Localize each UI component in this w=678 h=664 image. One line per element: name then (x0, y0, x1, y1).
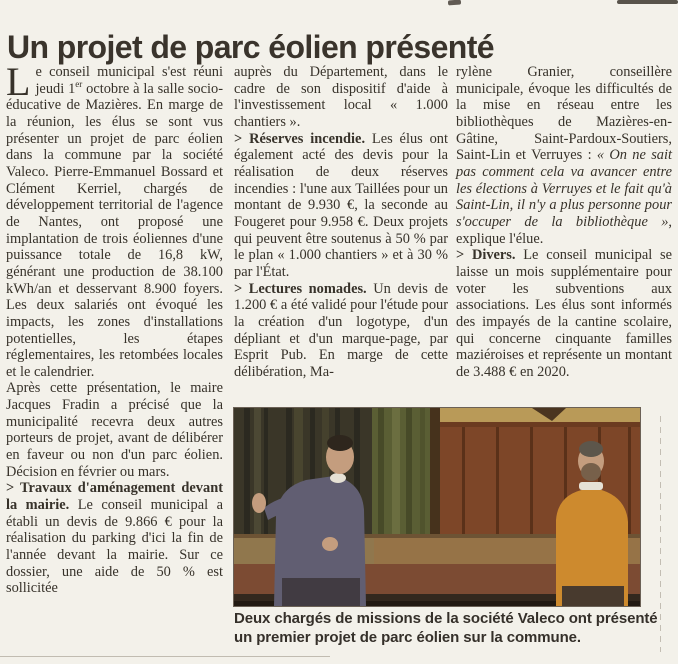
next-article-rule (0, 656, 330, 657)
paragraph-lectures-cont: rylène Granier, conseillère municipale, évoque les difficultés de la mise en réseau entre les bibliothèques de Mazières-en-Gâtine, Saint-Pardoux-Soutiers, Saint-Lin et Verruyes : « On ne sait pas comment cela va avancer entre les élections à Verruyes et le fait qu'à Saint-Lin, il n'y a plus personne pour s'occuper de la bibliothèque », explique l'élue. (456, 64, 672, 247)
article-photo (233, 407, 641, 607)
article-title: Un projet de parc éolien présenté (7, 29, 494, 66)
paragraph-mayor: Après cette présentation, le maire Jacques Fradin a précisé que la municipalité recevra deux autres porteurs de projet, avant de délibérer en faveur ou non d'un parc éolien. Décision en février ou mars. (6, 380, 223, 480)
section-lead-divers: > Divers. (456, 247, 516, 264)
paragraph-lectures: > Lectures nomades. Un devis de 1.200 € a été validé pour l'étude pour la création d'un logotype, d'un dépliant et d'un marque-page, par Esprit Pub. En marge de cette délibération, Ma- (234, 280, 448, 380)
article-photo-illustration (234, 408, 640, 606)
section-lead-reserves: > Réserves incendie. (234, 130, 366, 147)
drop-cap: L (6, 59, 31, 104)
green-stage-curtain (372, 408, 430, 540)
ordinal-superscript: er (75, 78, 83, 89)
photo-caption: Deux chargés de missions de la société Valeco ont présenté un premier projet de parc éolien sur la commune. (234, 610, 658, 646)
scan-artifact-top-right (617, 0, 678, 4)
section-lead-lectures: > Lectures nomades. (234, 280, 367, 297)
section-lead-travaux: > Travaux d'aménagement devant la mairie. (6, 480, 223, 514)
text-column-1 (6, 59, 223, 597)
paragraph-travaux-cont: auprès du Département, dans le cadre de son dispositif d'aide à l'investissement local « 1.000 chantiers ». (234, 64, 448, 130)
scan-artifact-top-left (448, 0, 461, 5)
paragraph-intro: Le conseil municipal s'est réuni jeudi 1er octobre à la salle socio-éducative de Mazières. En marge de la réunion, les élus se sont vus présenter un projet de parc éolien dans la commune par la société Valeco. Pierre-Emmanuel Bossard et Clément Kerriel, chargés de développement territorial de l'agence de Nantes, ont proposé une implantation de trois éoliennes d'une puissance totale de 16,8 kW, générant une production de 38.100 kWh/an et desservant 8.900 foyers. Les deux salariés ont évoqué les impacts, les zones d'installations potentielles, les étapes réglementaires, les retombées locales et le calendrier. (6, 59, 223, 380)
left-speaker-raised-hand (252, 493, 266, 513)
scan-fold-line (660, 416, 661, 652)
text-column-3 (456, 64, 672, 380)
paragraph-divers: > Divers. Le conseil municipal se laisse un mois supplémentaire pour voter les subventions aux associations. Les élus sont informés des impayés de la cantine scolaire, qui concerne cinquante familles maziéroises et représente un montant de 3.488 € en 2020. (456, 247, 672, 380)
elected-official-quote: « On ne sait pas comment cela va avancer entre les élections à Verruyes et le fait qu'à Saint-Lin, il n'y a plus personne pour s'occuper de la bibliothèque » (456, 147, 672, 230)
paragraph-travaux: > Travaux d'aménagement devant la mairie. Le conseil municipal a établi un devis de 9.866 € pour la réalisation du parking d'ici la fin de l'année devant la mairie. Sur ce dossier, une aide de 50 % est sollicitée (6, 480, 223, 597)
text-column-2 (234, 64, 448, 380)
paragraph-reserves: > Réserves incendie. Les élus ont également acté des devis pour la réalisation de deux réserves incendies : l'une aux Taillées pour un montant de 9.930 €, la seconde au Fougeret pour 9.958 €. Deux projets qui peuvent être soutenus à 50 % par le plan « 1.000 chantiers » et à 30 % par l'État. (234, 130, 448, 280)
